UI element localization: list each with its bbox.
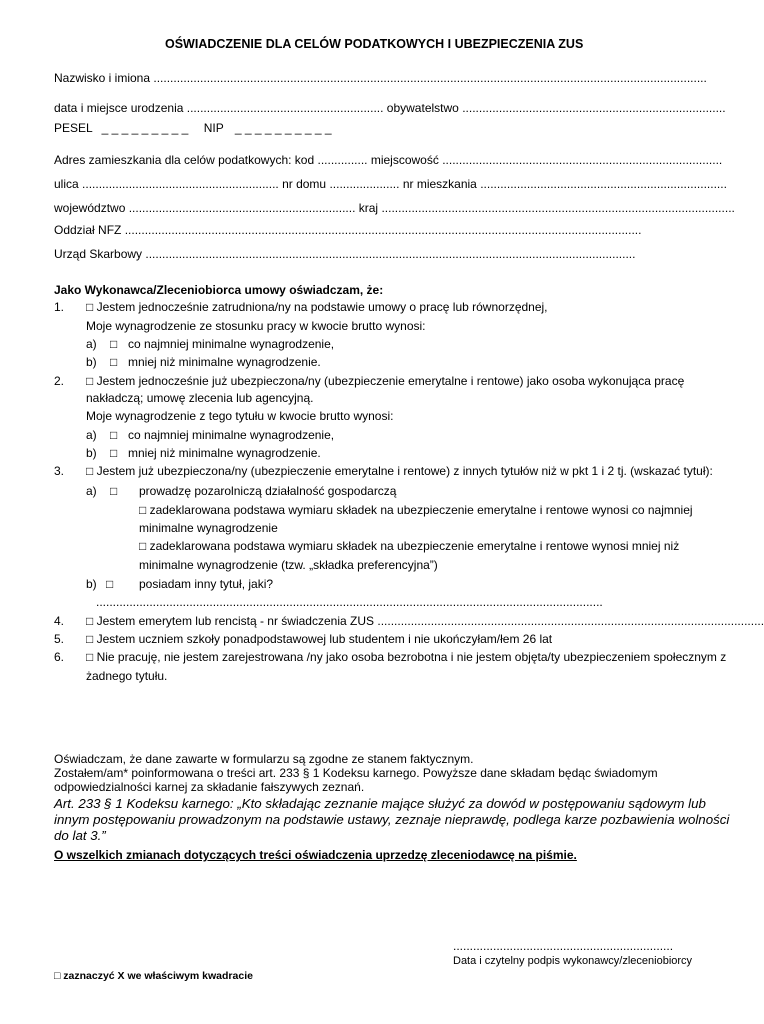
item-6-text-cont: żadnego tytułu. <box>86 669 168 683</box>
item-6-number: 6. <box>54 650 65 664</box>
field-pesel-row[interactable] <box>54 121 332 135</box>
item-1b-label: b) <box>86 355 97 369</box>
checkbox-icon: □ <box>110 337 118 351</box>
field-street-label: ulica <box>54 177 79 191</box>
item-2-text-cont: nakładczą; umowę zlecenia lub agencyjną. <box>86 391 314 405</box>
field-tax-office-row[interactable]: Urząd Skarbowy ................................................................................................................................................... <box>54 247 636 261</box>
closing-line-2a: Zostałem/am* poinformowana o treści art. 233 § 1 Kodeksu karnego. Powyższe dane składam będąc świadomym <box>54 766 658 780</box>
field-voivodeship-row[interactable]: województwo .................................................................... kraj .......................................................................................................... <box>54 201 735 215</box>
item-3a1-text-cont: minimalne wynagrodzenie <box>139 521 278 535</box>
field-house-label: nr domu <box>282 177 327 191</box>
article-233-line-2: innym postępowaniu prowadzonym na podstawie ustawy, zeznaje nieprawdę, podlega karze pozbawienia wolności <box>54 812 730 827</box>
footnote: □ zaznaczyć X we właściwym kwadracie <box>54 970 253 982</box>
field-name-label: Nazwisko i imiona <box>54 71 151 85</box>
item-3a-label: a) <box>86 484 97 498</box>
item-2-checkbox[interactable]: □ Jestem jednocześnie już ubezpieczona/ny (ubezpieczenie emerytalne i rentowe) jako osoba wykonująca pracę <box>86 374 685 388</box>
field-country-label: kraj <box>358 201 379 215</box>
field-pesel-label: PESEL <box>54 121 93 135</box>
item-3b-checkbox[interactable] <box>106 577 113 591</box>
field-voivodeship-label: województwo <box>54 201 126 215</box>
change-notice: O wszelkich zmianach dotyczących treści oświadczenia uprzedzę zleceniodawcę na piśmie. <box>54 848 577 862</box>
item-2-number: 2. <box>54 374 65 388</box>
item-1b-text: mniej niż minimalne wynagrodzenie. <box>128 355 321 369</box>
field-city-label: miejscowość <box>370 153 439 167</box>
checkbox-icon: □ <box>110 484 118 498</box>
item-1a-label: a) <box>86 337 97 351</box>
field-birth-row[interactable]: data i miejsce urodzenia ........................................................... obywatelstwo ............................................................................... <box>54 101 726 115</box>
item-3b-fill-line[interactable]: ........................................................................................................................................................ <box>96 595 603 609</box>
item-3-number: 3. <box>54 464 65 478</box>
item-2-sub: Moje wynagrodzenie z tego tytułu w kwocie brutto wynosi: <box>86 409 394 423</box>
item-3-checkbox[interactable]: □ Jestem już ubezpieczona/ny (ubezpieczenie emerytalne i rentowe) z innych tytułów niż w pkt 1 i 2 tj. (wskazać tytuł): <box>86 464 713 478</box>
item-1-checkbox[interactable]: □ Jestem jednocześnie zatrudniona/ny na podstawie umowy o pracę lub równorzędnej, <box>86 300 548 314</box>
checkbox-icon: □ <box>110 355 118 369</box>
field-tax-office-label: Urząd Skarbowy <box>54 247 143 261</box>
field-nip-label: NIP <box>203 121 224 135</box>
item-3b-text: posiadam inny tytuł, jaki? <box>139 577 274 591</box>
item-3a-text: prowadzę pozarolniczą działalność gospodarczą <box>139 484 397 498</box>
field-address-row[interactable]: Adres zamieszkania dla celów podatkowych: kod ............... miejscowość .................................................................................... <box>54 153 723 167</box>
item-4-row[interactable]: □ Jestem emerytem lub rencistą - nr świadczenia ZUS .................................................................................................................... <box>86 614 764 628</box>
field-street-row[interactable]: ulica ........................................................... nr domu ..................... nr mieszkania .......................................................................... <box>54 177 727 191</box>
item-2b-label: b) <box>86 446 97 460</box>
item-1b-checkbox[interactable] <box>110 355 117 369</box>
item-2a-label: a) <box>86 428 97 442</box>
item-3a-checkbox[interactable] <box>110 484 117 498</box>
item-1a-checkbox[interactable] <box>110 337 117 351</box>
page-title: OŚWIADCZENIE DLA CELÓW PODATKOWYCH I UBEZPIECZENIA ZUS <box>165 37 584 51</box>
item-4-number: 4. <box>54 614 65 628</box>
item-1-number: 1. <box>54 300 65 314</box>
field-nfz-row[interactable]: Oddział NFZ ........................................................................................................................................................... <box>54 223 642 237</box>
item-1a-text: co najmniej minimalne wynagrodzenie, <box>128 337 335 351</box>
signature-label: Data i czytelny podpis wykonawcy/zleceniobiorcy <box>453 955 693 967</box>
item-5-number: 5. <box>54 632 65 646</box>
article-233-line-3: do lat 3.” <box>54 828 106 843</box>
pesel-mask: _ _ _ _ _ _ _ _ _ <box>101 121 189 135</box>
field-address-label: Adres zamieszkania dla celów podatkowych: kod <box>54 153 315 167</box>
item-6-checkbox[interactable]: □ Nie pracuję, nie jestem zarejestrowana /ny jako osoba bezrobotna i nie jestem objęta/ty ubezpieczeniem społecznym z <box>86 650 727 664</box>
item-3a2-checkbox[interactable]: □ zadeklarowana podstawa wymiaru składek na ubezpieczenie emerytalne i rentowe wynosi mniej niż <box>139 539 680 553</box>
signature-line[interactable]: .................................................................. <box>453 939 674 953</box>
field-birth-label: data i miejsce urodzenia <box>54 101 184 115</box>
closing-line-1: Oświadczam, że dane zawarte w formularzu są zgodne ze stanem faktycznym. <box>54 752 474 766</box>
closing-line-2b: odpowiedzialności karnej za składanie fałszywych zeznań. <box>54 780 365 794</box>
item-2a-checkbox[interactable] <box>110 428 117 442</box>
declaration-heading: Jako Wykonawca/Zleceniobiorca umowy oświadczam, że: <box>54 283 384 297</box>
item-3b-label: b) <box>86 577 97 591</box>
checkbox-icon: □ <box>106 577 114 591</box>
item-1-sub: Moje wynagrodzenie ze stosunku pracy w kwocie brutto wynosi: <box>86 319 426 333</box>
item-3a2-text-cont: minimalne wynagrodzenie (tzw. „składka preferencyjna”) <box>139 558 438 572</box>
field-citizenship-label: obywatelstwo <box>386 101 459 115</box>
field-flat-label: nr mieszkania <box>402 177 477 191</box>
checkbox-icon: □ <box>110 446 118 460</box>
field-name-row[interactable]: Nazwisko i imiona ...................................................................................................................................................................... <box>54 71 707 85</box>
field-nfz-label: Oddział NFZ <box>54 223 122 237</box>
item-2b-checkbox[interactable] <box>110 446 117 460</box>
item-5-checkbox[interactable]: □ Jestem uczniem szkoły ponadpodstawowej lub studentem i nie ukończyłam/łem 26 lat <box>86 632 553 646</box>
item-2a-text: co najmniej minimalne wynagrodzenie, <box>128 428 335 442</box>
item-2b-text: mniej niż minimalne wynagrodzenie. <box>128 446 321 460</box>
article-233-line-1: Art. 233 § 1 Kodeksu karnego: „Kto składając zeznanie mające służyć za dowód w postępowaniu sądowym lub <box>54 796 706 811</box>
item-3a1-checkbox[interactable]: □ zadeklarowana podstawa wymiaru składek na ubezpieczenie emerytalne i rentowe wynosi co najmniej <box>139 503 693 517</box>
nip-mask: _ _ _ _ _ _ _ _ _ _ <box>234 121 332 135</box>
item-4-checkbox[interactable]: □ Jestem emerytem lub rencistą - nr świadczenia ZUS <box>86 614 375 628</box>
checkbox-icon: □ <box>110 428 118 442</box>
